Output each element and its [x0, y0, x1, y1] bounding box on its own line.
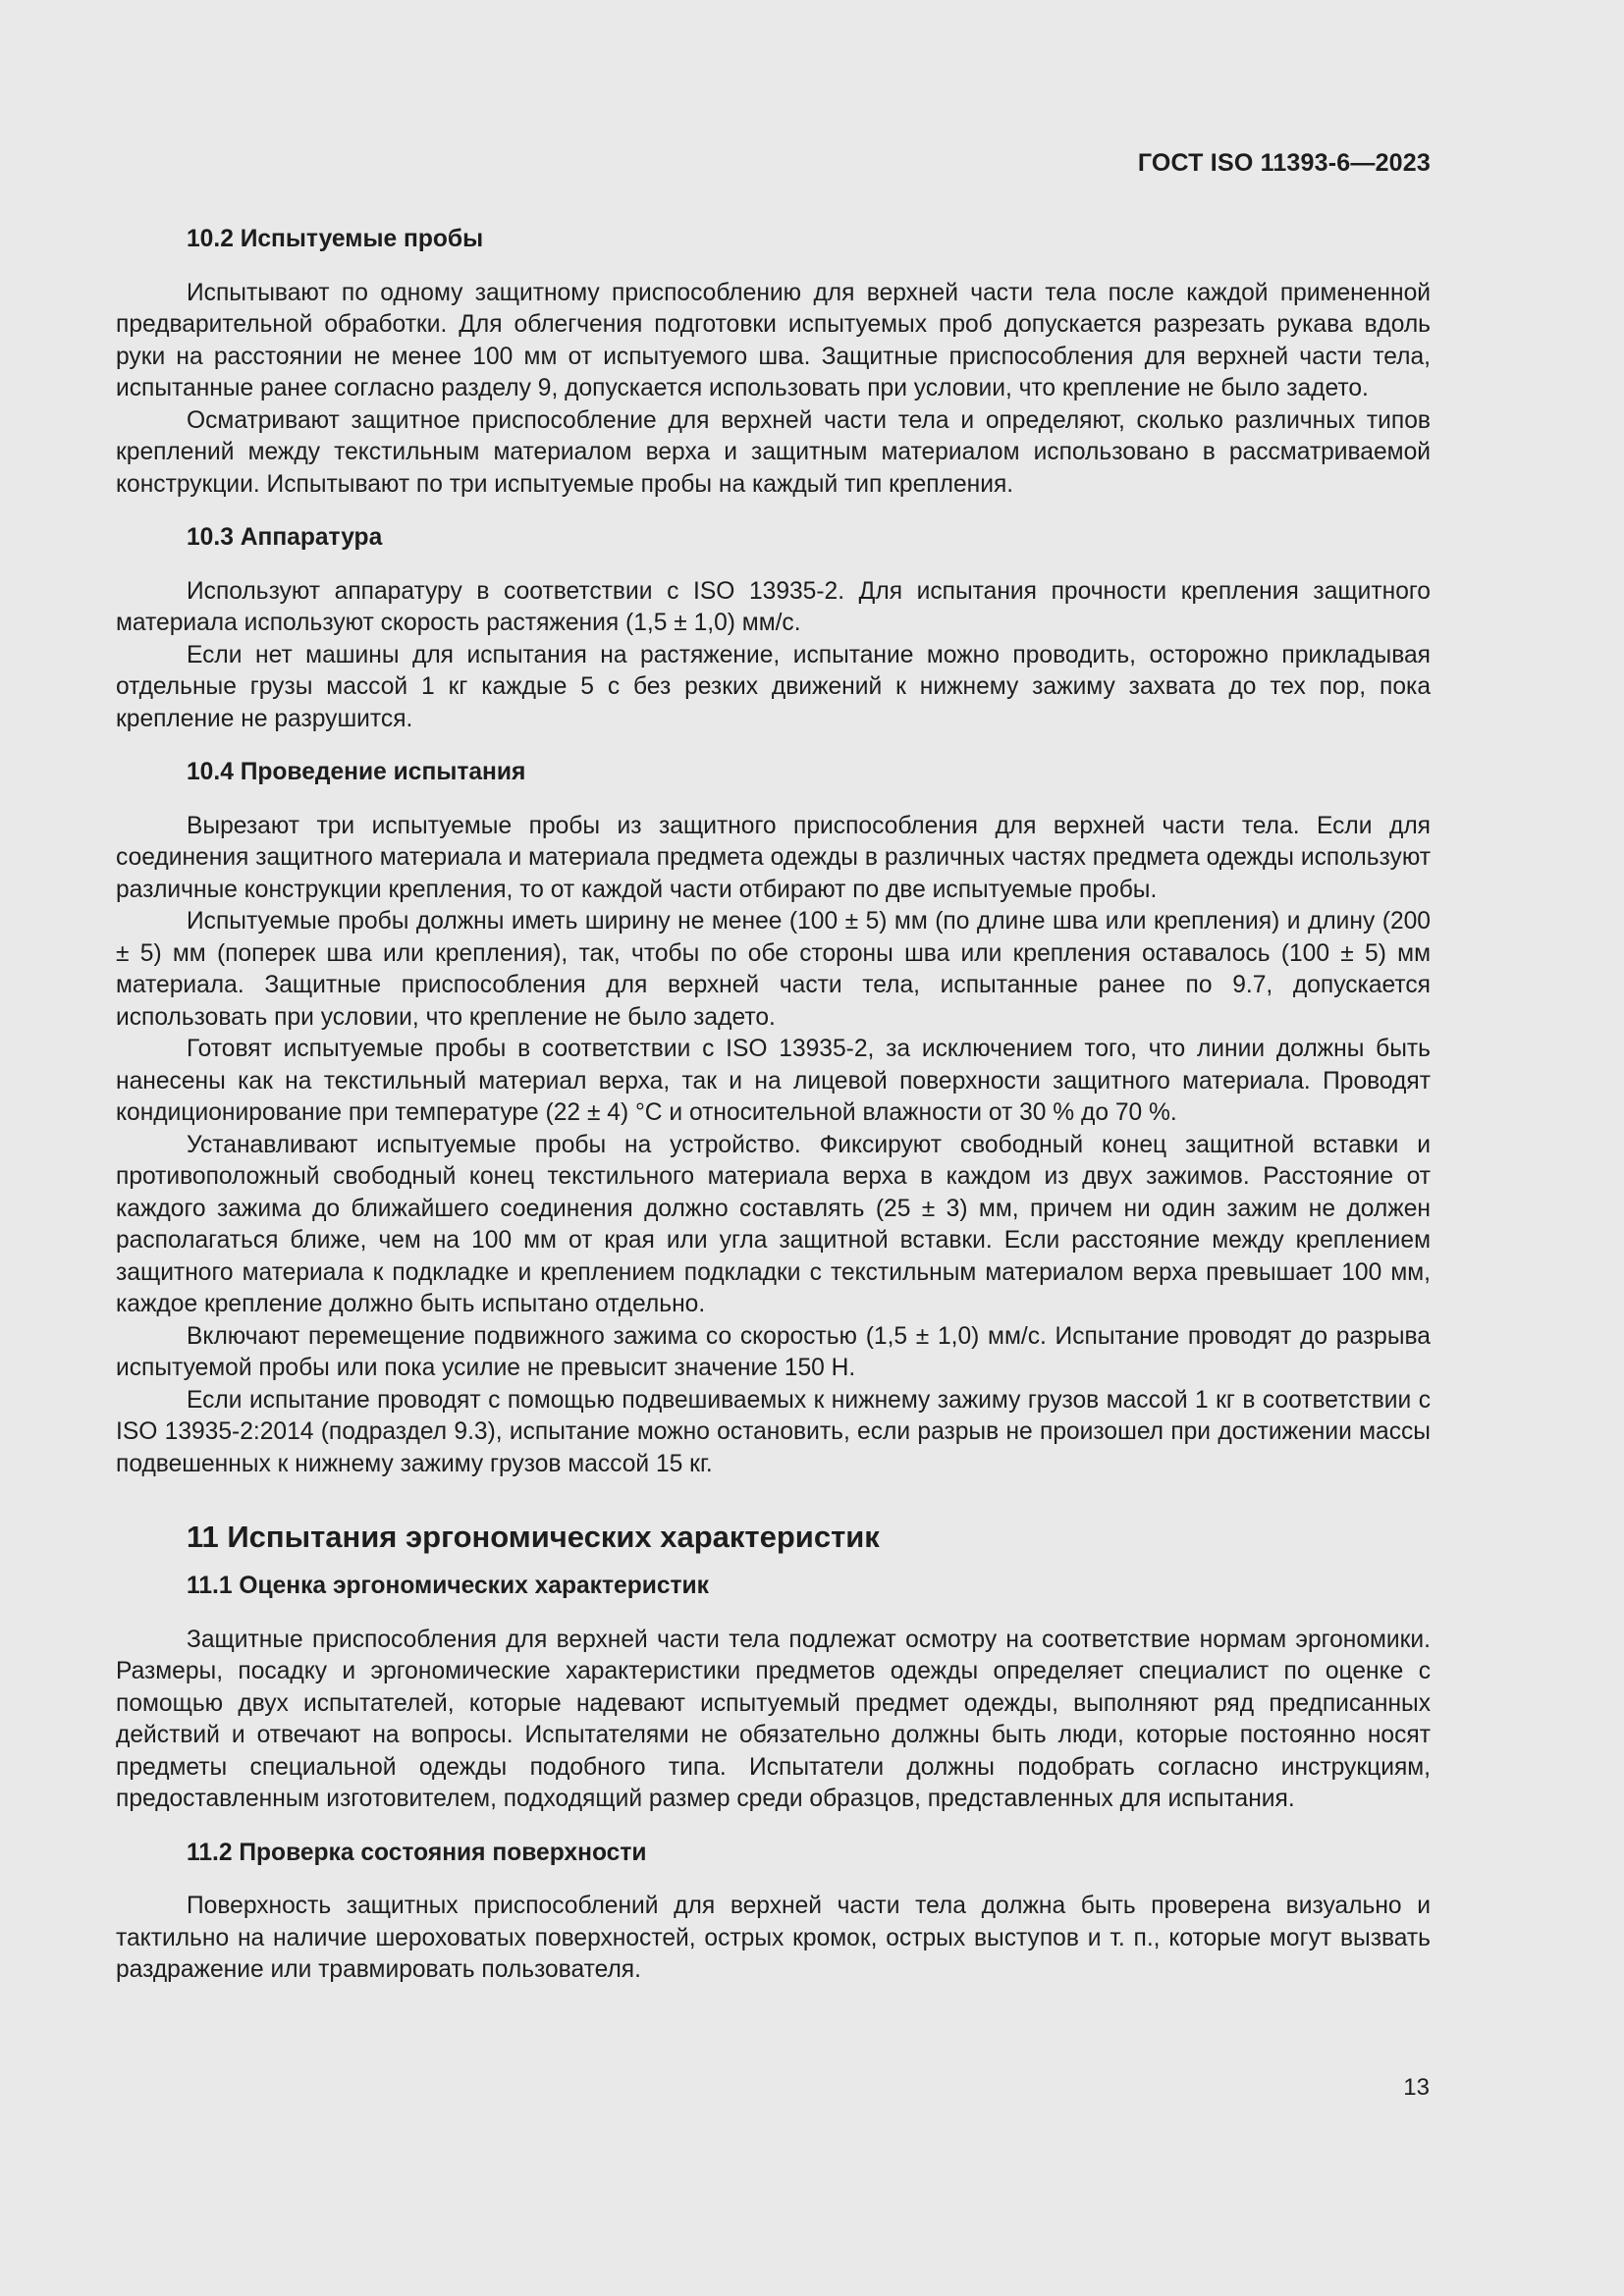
- paragraph: Готовят испытуемые пробы в соответствии с ISO 13935-2, за исключением того, что линии должны быть нанесены как на текстильный материал верха, так и на лицевой поверхности защитного материала. Проводят кондиционирование при температуре (22 ± 4) °С и относительной влажности от 30 % до 70 %.: [116, 1036, 1431, 1126]
- document-header: ГОСТ ISO 11393-6—2023: [1137, 149, 1431, 177]
- paragraph: Если нет машины для испытания на растяжение, испытание можно проводить, осторожно прикладывая отдельные грузы массой 1 кг каждые 5 с без резких движений к нижнему зажиму захвата до тех пор, пока крепление не разрушится.: [116, 641, 1431, 732]
- paragraph: Осматривают защитное приспособление для верхней части тела и определяют, сколько различных типов креплений между текстильным материалом верха и защитным материалом использовано в рассматриваемой конструкции. Испытывают по три испытуемые пробы на каждый тип крепления.: [116, 406, 1431, 498]
- section-heading-11-2: 11.2 Проверка состояния поверхности: [187, 1839, 647, 1866]
- paragraph: Устанавливают испытуемые пробы на устройство. Фиксируют свободный конец защитной вставки и противоположный свободный конец текстильного материала верха в каждом из двух зажимов. Расстояние от каждого зажима до ближайшего соединения должно составлять (25 ± 3) мм, причем ни один зажим не должен располагаться ближе, чем на 100 мм от края или угла защитной вставки. Если расстояние между креплением защитного материала к подкладке и креплением подкладки с текстильным материалом верха превышает 100 мм, каждое крепление должно быть испытано отдельно.: [116, 1131, 1431, 1317]
- paragraph: Испытуемые пробы должны иметь ширину не менее (100 ± 5) мм (по длине шва или крепления) и длину (200 ± 5) мм (поперек шва или крепления), так, чтобы по обе стороны шва или крепления оставалось (100 ± 5) мм материала. Защитные приспособления для верхней части тела, испытанные ранее по 9.7, допускается использовать при условии, что крепление не было задето.: [116, 908, 1431, 1031]
- section-heading-10-2: 10.2 Испытуемые пробы: [187, 226, 484, 252]
- section-heading-10-4: 10.4 Проведение испытания: [187, 759, 526, 785]
- paragraph: Испытывают по одному защитному приспособлению для верхней части тела после каждой примененной предварительной обработки. Для облегчения подготовки испытуемых проб допускается разрезать рукава вдоль руки на расстоянии не менее 100 мм от испытуемого шва. Защитные приспособления для верхней части тела, испытанные ранее согласно разделу 9, допускается использовать при условии, что крепление не было задето.: [116, 279, 1431, 401]
- paragraph: Поверхность защитных приспособлений для верхней части тела должна быть проверена визуально и тактильно на наличие шероховатых поверхностей, острых кромок, острых выступов и т. п., которые могут вызвать раздражение или травмировать пользователя.: [116, 1893, 1431, 1983]
- chapter-title-11: 11 Испытания эргономических характеристик: [187, 1520, 880, 1554]
- page-content: [116, 224, 1431, 1987]
- paragraph: Защитные приспособления для верхней части тела подлежат осмотру на соответствие нормам эргономики. Размеры, посадку и эргономические характеристики предметов одежды определяет специалист по оценке с помощью двух испытателей, которые надевают испытуемый предмет одежды, выполняют ряд предписанных действий и отвечают на вопросы. Испытателями не обязательно должны быть люди, которые постоянно носят предметы специальной одежды подобного типа. Испытатели должны подобрать согласно инструкциям, предоставленным изготовителем, подходящий размер среди образцов, представленных для испытания.: [116, 1626, 1431, 1812]
- section-heading-10-3: 10.3 Аппаратура: [187, 524, 383, 551]
- paragraph: Используют аппаратуру в соответствии с ISO 13935-2. Для испытания прочности крепления защитного материала используют скорость растяжения (1,5 ± 1,0) мм/с.: [116, 577, 1431, 636]
- section-heading-11-1: 11.1 Оценка эргономических характеристик: [187, 1573, 709, 1599]
- paragraph: Включают перемещение подвижного зажима со скоростью (1,5 ± 1,0) мм/с. Испытание проводят до разрыва испытуемой пробы или пока усилие не превысит значение 150 Н.: [116, 1322, 1431, 1381]
- paragraph: Вырезают три испытуемые пробы из защитного приспособления для верхней части тела. Если для соединения защитного материала и материала предмета одежды в различных частях предмета одежды используют различные конструкции крепления, то от каждой части отбирают по две испытуемые пробы.: [116, 812, 1431, 903]
- paragraph: Если испытание проводят с помощью подвешиваемых к нижнему зажиму грузов массой 1 кг в соответствии с ISO 13935-2:2014 (подраздел 9.3), испытание можно остановить, если разрыв не произошел при достижении массы подвешенных к нижнему зажиму грузов массой 15 кг.: [116, 1386, 1431, 1477]
- page-number: 13: [1403, 2074, 1430, 2101]
